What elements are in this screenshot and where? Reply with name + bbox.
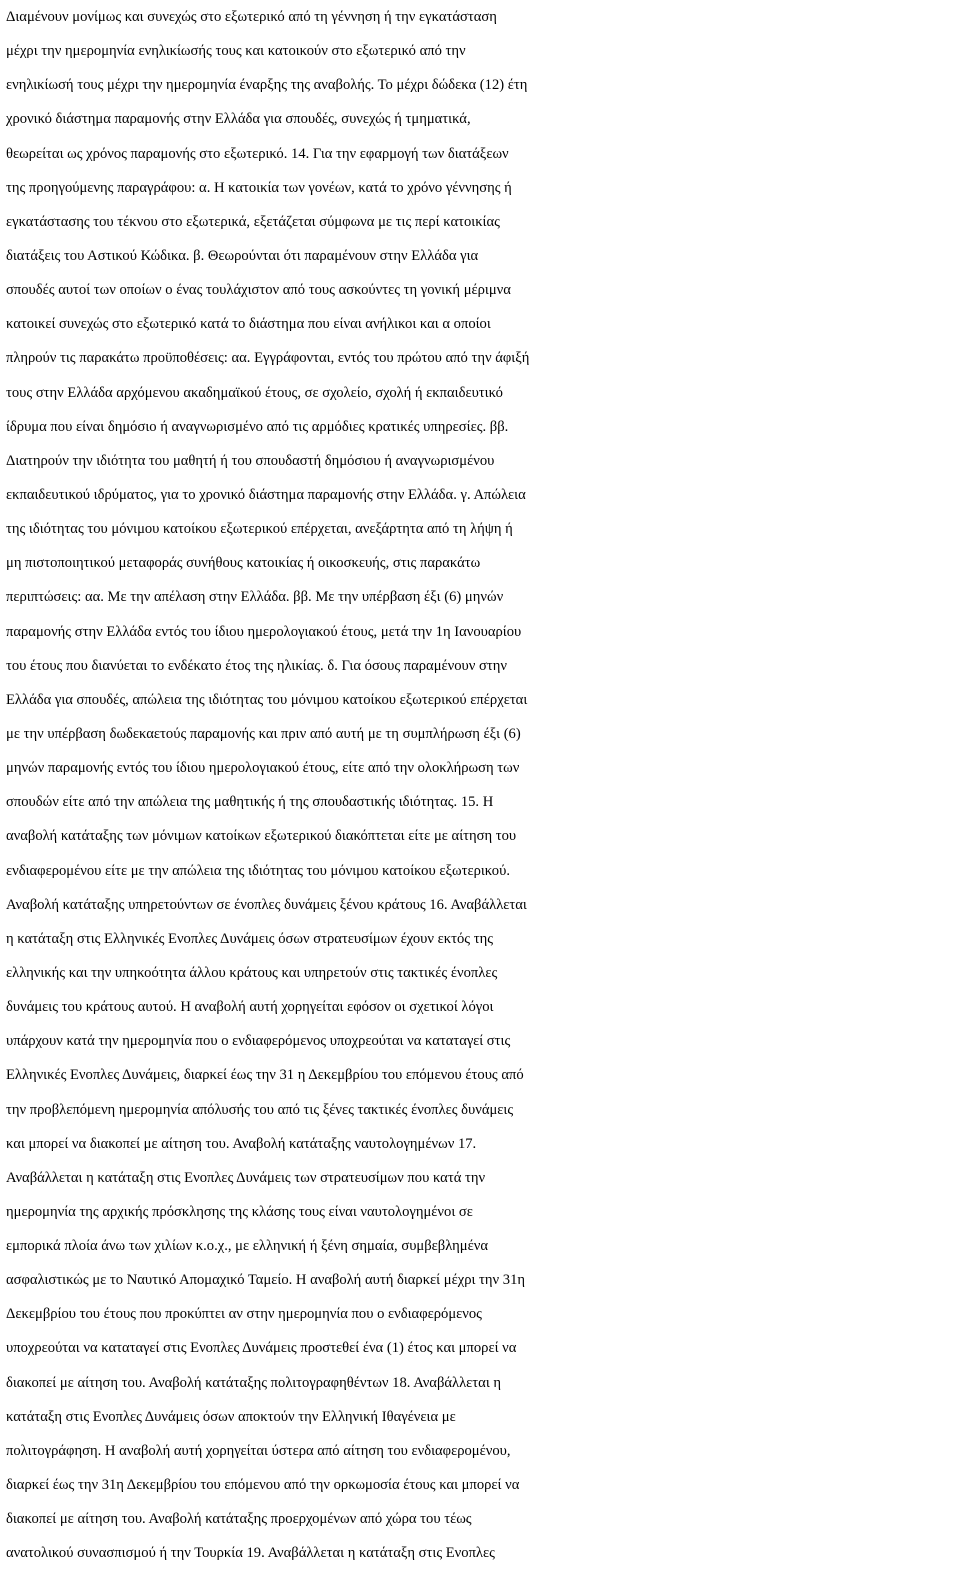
text-line: δυνάμεις του κράτους αυτού. Η αναβολή αυτή χορηγείται εφόσον οι σχετικοί λόγοι [6,999,494,1016]
text-line: εμπορικά πλοία άνω των χιλίων κ.ο.χ., με ελληνική ή ξένη σημαία, συμβεβλημένα [6,1238,488,1255]
text-line: ίδρυμα που είναι δημόσιο ή αναγνωρισμένο από τις αρμόδιες κρατικές υπηρεσίες. ββ. [6,418,509,435]
text-line: εκπαιδευτικού ιδρύματος, για το χρονικό διάστημα παραμονής στην Ελλάδα. γ. Απώλεια [6,486,526,503]
text-line: θεωρείται ως χρόνος παραμονής στο εξωτερικό. 14. Για την εφαρμογή των διατάξεων [6,145,509,162]
text-line: σπουδές αυτοί των οποίων ο ένας τουλάχιστον από τους ασκούντες τη γονική μέριμνα [6,282,511,299]
text-line: ασφαλιστικώς με το Ναυτικό Απομαχικό Ταμείο. Η αναβολή αυτή διαρκεί μέχρι την 31η [6,1272,526,1289]
text-line: την προβλεπόμενη ημερομηνία απόλυσής του από τις ξένες τακτικές ένοπλες δυνάμεις [6,1101,514,1118]
text-line: διακοπεί με αίτηση του. Αναβολή κατάταξης προερχομένων από χώρα του τέως [6,1511,472,1528]
text-line: ενδιαφερομένου είτε με την απώλεια της ιδιότητας του μόνιμου κατοίκου εξωτερικού. [6,862,510,879]
text-line: Αναβάλλεται η κατάταξη στις Ενοπλες Δυνάμεις των στρατευσίμων που κατά την [6,1169,486,1186]
text-line: με την υπέρβαση δωδεκαετούς παραμονής και πριν από αυτή με τη συμπλήρωση έξι (6) [6,725,521,742]
text-line: ανατολικού συνασπισμού ή την Τουρκία 19. Αναβάλλεται η κατάταξη στις Ενοπλες [6,1545,495,1562]
text-line: παραμονής στην Ελλάδα εντός του ίδιου ημερολογιακού έτους, μετά την 1η Ιανουαρίου [6,623,522,640]
text-line: σπουδών είτε από την απώλεια της μαθητικής ή της σπουδαστικής ιδιότητας. 15. Η [6,794,494,811]
text-line: Διαμένουν μονίμως και συνεχώς στο εξωτερικό από τη γέννηση ή την εγκατάσταση [6,9,497,25]
text-line: τους στην Ελλάδα αρχόμενου ακαδημαϊκού έτους, σε σχολείο, σχολή ή εκπαιδευτικό [6,384,503,401]
text-line: Αναβολή κατάταξης υπηρετούντων σε ένοπλες δυνάμεις ξένου κράτους 16. Αναβάλλεται [6,896,527,913]
text-line: κατοικεί συνεχώς στο εξωτερικό κατά το διάστημα που είναι ανήλικοι και α οποίοι [6,316,491,333]
text-line: της προηγούμενης παραγράφου: α. Η κατοικία των γονέων, κατά το χρόνο γέννησης ή [6,179,512,196]
text-line: μηνών παραμονής εντός του ίδιου ημερολογιακού έτους, είτε από την ολοκλήρωση των [6,760,520,777]
text-line: υπάρχουν κατά την ημερομηνία που ο ενδιαφερόμενος υποχρεούται να καταταγεί στις [6,1033,511,1050]
text-line: κατάταξη στις Ενοπλες Δυνάμεις όσων αποκτούν την Ελληνική Ιθαγένεια με [6,1408,456,1425]
text-line: εγκατάστασης του τέκνου στο εξωτερικά, εξετάζεται σύμφωνα με τις περί κατοικίας [6,213,500,230]
text-line: Ελλάδα για σπουδές, απώλεια της ιδιότητας του μόνιμου κατοίκου εξωτερικού επέρχεται [6,691,528,708]
text-line: ελληνικής και την υπηκοότητα άλλου κράτους και υπηρετούν στις τακτικές ένοπλες [6,964,498,981]
text-line: μέχρι την ημερομηνία ενηλικίωσής τους και κατοικούν στο εξωτερικό από την [6,43,466,60]
text-line: ημερομηνία της αρχικής πρόσκλησης της κλάσης τους είναι ναυτολογημένοι σε [6,1203,473,1220]
text-line: χρονικό διάστημα παραμονής στην Ελλάδα για σπουδές, συνεχώς ή τμηματικά, [6,111,471,128]
text-line: πολιτογράφηση. Η αναβολή αυτή χορηγείται ύστερα από αίτηση του ενδιαφερομένου, [6,1442,511,1459]
text-line: της ιδιότητας του μόνιμου κατοίκου εξωτερικού επέρχεται, ανεξάρτητα από τη λήψη ή [6,521,513,538]
text-line: διακοπεί με αίτηση του. Αναβολή κατάταξης πολιτογραφηθέντων 18. Αναβάλλεται η [6,1374,502,1391]
text-line: Δεκεμβρίου του έτους που προκύπτει αν στην ημερομηνία που ο ενδιαφερόμενος [6,1306,482,1323]
text-line: Ελληνικές Ενοπλες Δυνάμεις, διαρκεί έως την 31 η Δεκεμβρίου του επόμενου έτους από [6,1067,524,1084]
text-line: αναβολή κατάταξης των μόνιμων κατοίκων εξωτερικού διακόπτεται είτε με αίτηση του [6,828,517,845]
text-line: Διατηρούν την ιδιότητα του μαθητή ή του σπουδαστή δημόσιου ή αναγνωρισμένου [6,452,495,469]
text-line: και μπορεί να διακοπεί με αίτηση του. Αναβολή κατάταξης ναυτολογημένων 17. [6,1135,477,1152]
text-line: διαρκεί έως την 31η Δεκεμβρίου του επόμενου από την ορκωμοσία έτους και μπορεί να [6,1477,520,1494]
text-line: του έτους που διανύεται το ενδέκατο έτος της ηλικίας. δ. Για όσους παραμένουν στην [6,657,507,674]
text-line: διατάξεις του Αστικού Κώδικα. β. Θεωρούνται ότι παραμένουν στην Ελλάδα για [6,247,479,264]
text-line: μη πιστοποιητικού μεταφοράς συνήθους κατοικίας ή οικοσκευής, στις παρακάτω [6,555,481,572]
text-line: πληρούν τις παρακάτω προϋποθέσεις: αα. Εγγράφονται, εντός του πρώτου από την άφιξή [6,350,530,367]
text-line: η κατάταξη στις Ελληνικές Ενοπλες Δυνάμεις όσων στρατευσίμων έχουν εκτός της [6,930,493,947]
document-body [6,0,960,1570]
text-line: υποχρεούται να καταταγεί στις Ενοπλες Δυνάμεις προστεθεί ένα (1) έτος και μπορεί να [6,1340,517,1357]
text-line: ενηλικίωσή τους μέχρι την ημερομηνία έναρξης της αναβολής. Το μέχρι δώδεκα (12) έτη [6,77,528,94]
text-line: περιπτώσεις: αα. Με την απέλαση στην Ελλάδα. ββ. Με την υπέρβαση έξι (6) μηνών [6,589,504,606]
